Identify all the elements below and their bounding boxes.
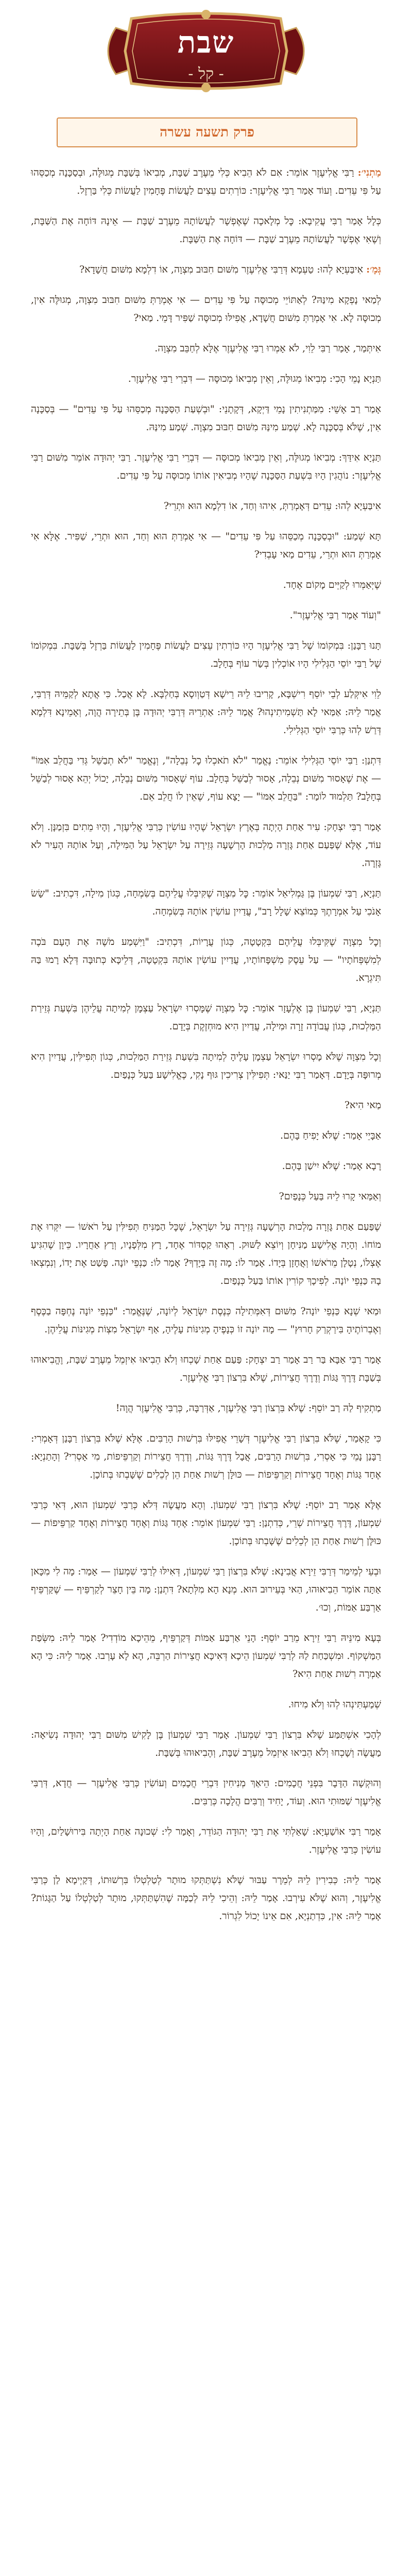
paragraph-text: וּבְעֵי לְמֵימַר דְּרַבִּי זֵירָא אֲבִינָא: שֶׁלֹּא בִּרְצוֹן רַבִּי שִׁמְעוֹן, דְּאִילּוּ לְרַבִּי שִׁמְעוֹן — אָמַר: מָה לִי מִכָּאן אַתָּה אוֹמֵר הֵבִיאוּהוּ, הַאי בְּעֵירוּב הוּא. מְנָא הָא מִלְּתָא? דִּתְנַן: מָה בֵּין חָצֵר לְקַרְפֵּיף — שֶׁקַּרְפֵּיף אַרְבַּע אַמּוֹת, וְכוּ׳. <box>31 1566 381 1613</box>
tractate-title: שבת <box>177 25 235 60</box>
paragraph-text: אֶלָּא אָמַר רַב יוֹסֵף: שֶׁלֹּא בִּרְצוֹן רַבִּי שִׁמְעוֹן. וְהָא מַעֲשֶׂה דְּלֹא כְּרַבִּי שִׁמְעוֹן הוּא, דְּאִי כְּרַבִּי שִׁמְעוֹן, דֶּרֶךְ חֲצֵירוֹת שְׁרֵי, כְּדִתְנַן: רַבִּי שִׁמְעוֹן אוֹמֵר: אֶחָד גַּגּוֹת וְאֶחָד חֲצֵירוֹת וְאֶחָד קַרְפֵּיפוֹת — כּוּלָּן רְשׁוּת אַחַת הֵן לְכֵלִים שֶׁשָּׁבְתוּ בְּתוֹכָן. <box>31 1499 381 1547</box>
chapter-heading: פרק תשעה עשרה <box>57 117 357 147</box>
paragraph-text: רָבָא אָמַר: שֶׁלֹּא יִישַׁן בָּהֶם. <box>282 1160 381 1172</box>
paragraph-text: "וְעוֹד אָמַר רַבִּי אֱלִיעֶזֶר". <box>289 609 381 621</box>
text-paragraph <box>31 752 381 806</box>
text-paragraph <box>31 576 381 594</box>
paragraph-text: תַּנְיָא אִידַּךְ: מְבִיאוֹ מְגוּלֶּה, וְאֵין מְבִיאוֹ מְכוּסֶּה — דִּבְרֵי רַבִּי אֱלִיעֶזֶר. רַבִּי יְהוּדָה אוֹמֵר מִשּׁוּם רַבִּי אֱלִיעֶזֶר: נוֹהֲגִין הָיוּ בִּשְׁעַת הַסַּכָּנָה שֶׁהָיוּ מְבִיאִין אוֹתוֹ מְכוּסֶּה עַל פִּי עֵדִים. <box>31 452 381 481</box>
text-paragraph <box>31 637 381 673</box>
text-paragraph <box>31 449 381 485</box>
paragraph-text: תָּנוּ רַבָּנַן: בִּמְקוֹמוֹ שֶׁל רַבִּי אֱלִיעֶזֶר הָיוּ כּוֹרְתִין עֵצִים לַעֲשׂוֹת פֶּחָמִין לַעֲשׂוֹת בַּרְזֶל בְּשַׁבָּת. בִּמְקוֹמוֹ שֶׁל רַבִּי יוֹסֵי הַגְּלִילִי הָיוּ אוֹכְלִין בְּשַׂר עוֹף בְּחָלָב. <box>31 640 381 669</box>
paragraph-text: בְּעָא מִינֵּיהּ רַבִּי זֵירָא מֵרַב יוֹסֵף: הָנֵי אַרְבַּע אַמּוֹת דְּקַרְפֵּיף, מֵהֵיכָא מוֹדְדִי? אָמַר לֵיהּ: מִשְּׂפַת הַמַּשְׁקוֹף. וּמִשְׁכַּחַת לַהּ לְרַבִּי שִׁמְעוֹן הֵיכָא דְּאִיכָּא חֲצֵירוֹת הַרְבֵּה, הָא לָא עָרְבוּ. אָמַר לֵיהּ: כִּי הָא אַמְרָה רִשׁוּת אַחַת הִיא? <box>31 1632 381 1680</box>
paragraph-text: אָמַר לֵיהּ: כְּבִירִין לֵיהּ לְמֵרָר עַבּוּר שֶׁלֹּא נִשְׁתַּתְּקוּ מוּתָר לְטַלְטְלוֹ בִּרְשׁוּתוֹ, דְּקַיְימָא לַן כְּרַבִּי אֱלִיעֶזֶר, וְהוּא שֶׁלֹּא עִירְבוּ. אָמַר לֵיהּ: וְהֵיכִי לֵיהּ לְכַמָּה שֶׁהִשְׁתַּתְּקוּ, מוּתָר לְטַלְטְלוֹ עַל הַגָּגוֹת? אָמַר לֵיהּ: אִין, כִּדְתַנְיָא, אִם אֵינוֹ יָכוֹל לִגְרוֹר. <box>31 1874 381 1922</box>
text-paragraph <box>31 1302 381 1338</box>
paragraph-text: לְהָכִי אִשְׁתַּמַּע שֶׁלֹּא בִּרְצוֹן רַבִּי שִׁמְעוֹן. אָמַר רַבִּי שִׁמְעוֹן בֶּן לָקִישׁ מִשּׁוּם רַבִּי יְהוּדָה נְשִׂיאָה: מַעֲשֶׂה וְשָׁכְחוּ וְלֹא הֵבִיאוּ אִיזְמֵל מֵעֶרֶב שַׁבָּת, וְהֶבִיאוּהוּ בְּשַׁבָּת. <box>31 1729 381 1758</box>
text-paragraph <box>31 1188 381 1206</box>
paragraph-text: מַתְקִיף לַהּ רַב יוֹסֵף: שֶׁלֹּא בִּרְצוֹן רַבִּי אֱלִיעֶזֶר, אַדְּרַבָּה, כְּרַבִּי אֱלִיעֶזֶר הֲוָה! <box>115 1402 381 1414</box>
text-paragraph <box>31 1127 381 1145</box>
paragraph-text: אַבָּיֵי אָמַר: שֶׁלֹּא יָפִיחַ בָּהֶם. <box>280 1130 381 1141</box>
section-label: מַתְנִי׳: <box>357 167 381 178</box>
paragraph-text: תַּנְיָא נָמֵי הָכִי: מְבִיאוֹ מְגוּלֶּה, וְאֵין מְבִיאוֹ מְכוּסֶּה — דִּבְרֵי רַבִּי אֱלִיעֶזֶר. <box>128 373 381 384</box>
text-paragraph <box>31 370 381 388</box>
paragraph-text: וְהוּקְשָׁה הַדָּבָר בִּפְנֵי חֲכָמִים: הֵיאַךְ מְנִיחִין דִּבְרֵי חֲכָמִים וְעוֹשִׂין כְּרַבִּי אֱלִיעֶזֶר — חֲדָא, דְּרַבִּי אֱלִיעֶזֶר שַׁמּוּתִי הוּא. וְעוֹד, יָחִיד וְרַבִּים הֲלָכָה כְּרַבִּים. <box>31 1777 381 1807</box>
text-paragraph <box>31 1629 381 1683</box>
paragraph-text: תָּא שְׁמַע: "וּבְסַכָּנָה מְכַסֵּהוּ עַל פִּי עֵדִים" — אִי אָמְרַתְּ הוּא וְחַד, הוּא וּתְרֵי, שַׁפִּיר. אֶלָּא אִי אָמְרַתְּ הוּא וּתְרֵי, עֵדִים מַאי עָבְדִי? <box>31 531 381 560</box>
paragraph-text: וְאַמַּאי קָרוּ לֵיהּ בַּעַל כְּנָפַיִם? <box>279 1191 381 1202</box>
text-paragraph <box>31 999 381 1036</box>
text-paragraph <box>31 291 381 327</box>
text-paragraph <box>31 261 381 279</box>
text-paragraph <box>31 885 381 921</box>
paragraph-text: אָמַר רַבִּי אוֹשַׁעְיָא: שָׁאַלְתִּי אֶת רַבִּי יְהוּדָה הַגּוֹדֵר, וְאָמַר לִי: שְׁכוּנָה אַחַת הָיְתָה בִּירוּשָׁלַיִם, וְהָיוּ עוֹשִׂין כְּרַבִּי אֱלִיעֶזֶר. <box>31 1826 382 1855</box>
text-body <box>31 164 381 1938</box>
paragraph-text: שֶׁיְּאַמְּרוּ לְקַיֵּים מָקוֹם אֶחָד. <box>283 579 381 590</box>
paragraph-text: אִיבַּעְיָא לְהוּ: עֵדִים דְּאָמְרַתְּ, אִיהוּ וְחַד, אוֹ דִלְמָא הוּא וּתְרֵי? <box>163 500 381 512</box>
text-paragraph <box>31 1823 381 1859</box>
paragraph-text: שְׁמַעְתִּינְהוּ לְהוּ וְלֹא מִיחוּ. <box>288 1699 381 1710</box>
text-paragraph <box>31 1696 381 1714</box>
text-paragraph <box>31 1157 381 1175</box>
paragraph-text: אִיתְּמַר, אָמַר רַבִּי לֵוִי, לֹא אָמְרוּ רַבִּי אֱלִיעֶזֶר אֶלָּא לְחַבֵּב מִצְוָה. <box>154 343 381 354</box>
text-paragraph <box>31 1563 381 1617</box>
text-paragraph <box>31 164 381 200</box>
paragraph-text: תַּנְיָא, רַבִּי שִׁמְעוֹן בֶּן גַּמְלִיאֵל אוֹמֵר: כׇּל מִצְוָה שֶׁקִּיבְּלוּ עֲלֵיהֶם בְּשִׂמְחָה, כְּגוֹן מִילָה, דִּכְתִיב: "שָׂשׂ אָנֹכִי עַל אִמְרָתֶךָ כְּמוֹצֵא שָׁלָל רָב", עֲדַיִין עוֹשִׂין אוֹתָהּ בְּשִׂמְחָה. <box>31 888 381 917</box>
paragraph-text: אָמַר רַבִּי אַבָּא בַּר רַב אָמַר רַב יִצְחָק: פַּעַם אַחַת שָׁכְחוּ וְלֹא הֵבִיאוּ אִיזְמֵל מֵעֶרֶב שַׁבָּת, וֶהֱבִיאוּהוּ בְּשַׁבָּת דֶּרֶךְ גַּגּוֹת וְדֶרֶךְ חֲצֵירוֹת, שֶׁלֹּא בִּרְצוֹן רַבִּי אֱלִיעֶזֶר. <box>31 1354 381 1383</box>
paragraph-text: מַאי הִיא? <box>344 1099 381 1111</box>
text-paragraph <box>31 400 381 436</box>
paragraph-text: לְמַאי נָפְקָא מִינַּהּ? לְאַתּוֹיֵי מְכוּסֶּה עַל פִּי עֵדִים — אִי אָמְרַתְּ מִשּׁוּם חִבּוּב מִצְוָה, מְגוּלֶּה אִין, מְכוּסֶּה לָא. אִי אָמְרַתְּ מִשּׁוּם חֲשָׁדָא, אֲפִילּוּ מְכוּסֶּה שַׁפִּיר דָּמֵי. מַאי? <box>31 294 381 324</box>
paragraph-text: רַבִּי אֱלִיעֶזֶר אוֹמֵר: אִם לֹא הֵבִיא כְּלִי מֵעֶרֶב שַׁבָּת, מְבִיאוֹ בְּשַׁבָּת מְגוּלֶּה, וּבְסַכָּנָה מְכַסֵּהוּ עַל פִּי עֵדִים. וְעוֹד אָמַר רַבִּי אֱלִיעֶזֶר: כּוֹרְתִים עֵצִים לַעֲשׂוֹת פֶּחָמִין לַעֲשׂוֹת כְּלִי בַּרְזֶל. <box>31 167 381 196</box>
text-paragraph <box>31 1048 381 1084</box>
paragraph-text: וְכׇל מִצְוָה שֶׁקִּיבְּלוּ עֲלֵיהֶם בִּקְטָטָה, כְּגוֹן עֲרָיוֹת, דִּכְתִיב: "וַיִּשְׁמַע מֹשֶׁה אֶת הָעָם בֹּכֶה לְמִשְׁפְּחֹתָיו" — עַל עֵסֶק מִשְׁפָּחוֹתָיו, עֲדַיִין עוֹשִׂין אוֹתָהּ בִּקְטָטָה, דְּלֵיכָּא כְּתוּבָּה דְּלָא רָמוּ בַּהּ תִּיגְרָא. <box>31 936 381 984</box>
text-paragraph <box>31 606 381 624</box>
text-paragraph <box>31 1351 381 1387</box>
paragraph-text: אָמַר רַבִּי יִצְחָק: עִיר אַחַת הָיְתָה בְּאֶרֶץ יִשְׂרָאֵל שֶׁהָיוּ עוֹשִׂין כְּרַבִּי אֱלִיעֶזֶר, וְהָיוּ מֵתִים בִּזְמַנָּן. וְלֹא עוֹד, אֶלָּא שֶׁפַּעַם אַחַת גָּזְרָה מַלְכוּת הָרְשָׁעָה גְּזֵירָה עַל יִשְׂרָאֵל עַל הַמִּילָה, וְעַל אוֹתָהּ הָעִיר לֹא גָּזְרָה. <box>31 821 381 869</box>
paragraph-text: אָמַר רַב אָשֵׁי: מִמַּתְנִיתִין נָמֵי דַּיְקָא, דְּקָתָנֵי: "וּבְשְׁעַת הַסַּכָּנָה מְכַסֵּהוּ עַל פִּי עֵדִים" — בְּסַכָּנָה אִין, שֶׁלֹּא בְּסַכָּנָה לָא. שְׁמַע מִינַּהּ מִשּׁוּם חִבּוּב מִצְוָה. שְׁמַע מִינַּהּ. <box>31 403 381 433</box>
text-paragraph <box>31 1218 381 1290</box>
text-paragraph <box>31 1096 381 1114</box>
text-paragraph <box>31 1871 381 1925</box>
text-paragraph <box>31 1430 381 1484</box>
paragraph-text: כִּי קָאָמַר, שֶׁלֹּא בִּרְצוֹן רַבִּי אֱלִיעֶזֶר דְּשָׁרֵי אֲפִילּוּ בִּרְשׁוּת הָרַבִּים. אֶלָּא שֶׁלֹּא בִּרְצוֹן רַבָּנַן דְּאָמְרִי: רַבָּנַן נָמֵי כִּי אָסְרִי, בִּרְשׁוּת הָרַבִּים, אֲבָל דֶּרֶךְ גַּגּוֹת, וְדֶרֶךְ חֲצֵירוֹת וְקַרְפֵּיפוֹת, מִי אָסְרִי? וְהָתַנְיָא: אֶחָד גַּגּוֹת וְאֶחָד חֲצֵירוֹת וְקַרְפֵּיפוֹת — כּוּלָּן רְשׁוּת אַחַת הֵן לְכֵלִים שֶׁשָּׁבְתוּ בְּתוֹכָן. <box>31 1433 381 1480</box>
text-paragraph <box>31 1496 381 1550</box>
header-banner <box>95 7 317 95</box>
text-paragraph <box>31 685 381 739</box>
paragraph-text: אִיבַּעְיָא לְהוּ: טַעְמָא דְּרַבִּי אֱלִיעֶזֶר מִשּׁוּם חִבּוּב מִצְוָה, אוֹ דִלְמָא מִשּׁוּם חֲשָׁדָא? <box>79 264 367 275</box>
text-paragraph <box>31 212 381 248</box>
paragraph-text: דִּתְנַן: רַבִּי יוֹסֵי הַגְּלִילִי אוֹמֵר: נֶאֱמַר "לֹא תֹאכְלוּ כׇל נְבֵלָה", וְנֶאֱמַר "לֹא תְבַשֵּׁל גְּדִי בַּחֲלֵב אִמּוֹ" — אֶת שֶׁאָסוּר מִשּׁוּם נְבֵלָה, אָסוּר לְבַשֵּׁל בְּחָלָב. עוֹף שֶׁאָסוּר מִשּׁוּם נְבֵלָה, יָכוֹל יְהֵא אָסוּר לְבַשֵּׁל בְּחָלָב? תַּלְמוּד לוֹמַר: "בַּחֲלֵב אִמּוֹ" — יָצָא עוֹף, שֶׁאֵין לוֹ חֲלֵב אֵם. <box>31 755 381 802</box>
text-paragraph <box>31 818 381 872</box>
paragraph-text: וּמַאי שְׁנָא כַּנְפֵי יוֹנָה? מִשּׁוּם דְּאִמְּתִילָה כְּנֶסֶת יִשְׂרָאֵל לְיוֹנָה, שֶׁנֶּאֱמַר: "כַּנְפֵי יוֹנָה נֶחְפָּה בַכֶּסֶף וְאֶבְרוֹתֶיהָ בִּירַקְרַק חָרוּץ" — מָה יוֹנָה זוֹ כְּנָפֶיהָ מְגִינּוֹת עָלֶיהָ, אַף יִשְׂרָאֵל מִצְוֹת מְגִינּוֹת עֲלֵיהֶן. <box>31 1306 381 1335</box>
text-paragraph <box>31 340 381 358</box>
folio-number: - קל - <box>188 65 224 83</box>
paragraph-text: שֶׁפַּעַם אַחַת גָּזְרָה מַלְכוּת הָרְשָׁעָה גְּזֵירָה עַל יִשְׂרָאֵל, שֶׁכׇּל הַמַּנִּיחַ תְּפִילִּין עַל רֹאשׁוֹ — יִקְּרוּ אֶת מוֹחוֹ. וְהָיָה אֱלִישָׁע מַנִּיחָן וְיוֹצֵא לַשּׁוּק. רְאָהוּ קַסְדּוֹר אֶחָד, רָץ מִלְּפָנָיו, וְרָץ אַחֲרָיו. כֵּיוָן שֶׁהִגִּיעַ אֶצְלוֹ, נְטָלָן מֵרֹאשׁוֹ וְאֲחָזָן בְּיָדוֹ. אָמַר לוֹ: מָה זֶה בְּיָדְךָ? אָמַר לוֹ: כַּנְפֵי יוֹנָה. פָּשַׁט אֶת יָדוֹ, וְנִמְצְאוּ בָהּ כַּנְפֵי יוֹנָה. לְפִיכָךְ קוֹרִין אוֹתוֹ בַּעַל כְּנָפַיִם. <box>31 1221 381 1286</box>
text-paragraph <box>31 1774 381 1810</box>
text-paragraph <box>31 528 381 564</box>
paragraph-text: וְכׇל מִצְוָה שֶׁלֹּא מָסְרוּ יִשְׂרָאֵל עַצְמָן עָלֶיהָ לְמִיתָה בִּשְׁעַת גְּזֵירַת הַמַּלְכוּת, כְּגוֹן תְּפִילִּין, עֲדַיִין הִיא מְרוּפָּה בְּיָדָם. דְּאָמַר רַבִּי יַנַּאי: תְּפִילִּין צְרִיכִין גּוּף נָקִי, כֶּאֱלִישָׁע בַּעַל כְּנָפַיִם. <box>31 1051 381 1080</box>
text-paragraph <box>31 497 381 515</box>
paragraph-text: כְּלָל אָמַר רַבִּי עֲקִיבָא: כׇּל מְלָאכָה שֶׁאֶפְשָׁר לַעֲשׂוֹתָהּ מֵעֶרֶב שַׁבָּת — אֵינָהּ דּוֹחָה אֶת הַשַּׁבָּת, וְשֶׁאִי אֶפְשָׁר לַעֲשׂוֹתָהּ מֵעֶרֶב שַׁבָּת — דּוֹחָה אֶת הַשַּׁבָּת. <box>31 215 381 245</box>
text-paragraph <box>31 1726 381 1762</box>
text-paragraph <box>31 933 381 987</box>
text-paragraph <box>31 1399 381 1417</box>
section-label: גְּמָ׳: <box>366 264 381 275</box>
paragraph-text: תַּנְיָא, רַבִּי שִׁמְעוֹן בֶּן אֶלְעָזָר אוֹמֵר: כׇּל מִצְוָה שֶׁמָּסְרוּ יִשְׂרָאֵל עַצְמָן לְמִיתָה עֲלֵיהֶן בִּשְׁעַת גְּזֵירַת הַמַּלְכוּת, כְּגוֹן עֲבוֹדָה זָרָה וּמִילָה, עֲדַיִין הִיא מוּחְזֶקֶת בְּיָדָם. <box>31 1003 381 1032</box>
paragraph-text: לֵוִי אִיקְּלַע לְבֵי יוֹסֵף רִישְׁבָּא, קָרִיבוּ לֵיהּ רֵישָׁא דְּטַוְוסָא בְּחַלְבָּא. לָא אֲכַל. כִּי אֲתָא לְקַמֵּיהּ דְּרַבִּי, אֲמַר לֵיהּ: אַמַּאי לָא תַּשְׁמִיתִינְהוּ? אֲמַר לֵיהּ: אַתְרֵיהּ דְּרַבִּי יְהוּדָה בֶּן בְּתֵירָה הֲוָה, וְאָמֵינָא דִּלְמָא דְּרַשׁ לְהוּ כְּרַבִּי יוֹסֵי הַגְּלִילִי. <box>31 688 381 736</box>
